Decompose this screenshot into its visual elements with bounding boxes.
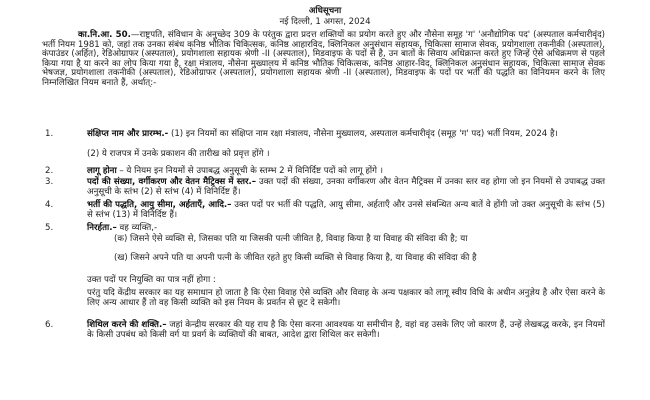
rule-heading: शिथिल करने की शक्ति.– <box>87 320 167 330</box>
rule-heading: भर्ती की पद्धति, आयु सीमा, अर्हताएँ, आदि.– <box>87 200 232 210</box>
proviso: परंतु यदि केंद्रीय सरकार का यह समाधान हो जाता है कि ऐसा विवाह ऐसे व्यक्ति और विवाह के अन्य पक्षकार को लागू स्वीय विधि के अधीन अनुज्ञेय है और ऐसा करने के लिए अन्य आधार हैं तो वह किसी व्यक्ति को इस नियम के प्रवर्तन से छूट दे सकेगी। <box>87 288 605 308</box>
preamble-text: —राष्ट्रपति, संविधान के अनुच्छेद 309 के परंतुक द्वारा प्रदत्त शक्तियों का प्रयोग करते हुए और नौसेना समूह 'ग' 'अनौद्योगिक पद' (अस्पताल कर्मचारीवृंद) भर्ती नियम 1981 को, जहां तक उनका संबंध कनिष्ठ भौतिक चिकित्सक, कनिष्ठ आहारविद, क्लिनिकल अनुसंधान सहायक, चिकित्सा सामाज सेवक, प्रयोगशाला तकनीकी (अस्पताल), कंपाउंडर (अर्हित), रेडिओग्राफर (अस्पताल), प्रयोगशाला सहायक श्रेणी -II (अस्पताल), मिडवाइफ के पदों से है, उन बातों के सिवाय अधिक्रान्त करते हुए जिन्हें ऐसे अधिक्रमण से पहले किया गया है या करने का लोप किया गया है, रक्षा मंत्रालय, नौसेना मुख्यालय में कनिष्ठ भौतिक चिकित्सक, कनिष्ठ आहार-विद, क्लिनिकल अनुसंधान सहायक, चिकित्सा सामाज सेवक भेषजज्ञ, प्रयोगशाला तकनीकी (अस्पताल), रेडिओग्राफर (अस्पताल), प्रयोगशाला सहायक श्रेणी -II (अस्पताल), मिडवाइफ के पदों पर भर्ती की पद्धति का विनियमन करने के लिए निम्नलिखित नियम बनाते हैं, अर्थात्:- <box>42 30 605 88</box>
rule-number: 1. <box>45 129 54 139</box>
rule-text: वह व्यक्ति,- <box>116 223 158 233</box>
rule-heading: संक्षिप्त नाम और प्रारम्भ.- <box>87 129 169 139</box>
rule-text: – ये नियम इन नियमों से उपाबद्ध अनुसूची के स्तम्भ 2 में विनिर्दिष्ट पदों को लागू होंगे । <box>116 166 383 176</box>
rule-text: उक्त पदों की संख्या, उनका वर्गीकरण और वेतन मैट्रिक्स में उनका स्तर वह होगा जो इन नियमों से उपाबद्ध उक्त अनुसूची के स्तंभ (2) से स्तंभ (4) में विनिर्दिष्ट हैं। <box>87 177 605 197</box>
clause-ka: (क) जिसने ऐसे व्यक्ति से, जिसका पति या जिसकी पत्नी जीवित है, विवाह किया है या विवाह की संविदा की है; या <box>114 234 468 244</box>
rule-text: उक्त पदों पर भर्ती की पद्धति, आयु सीमा, अर्हताएँ और उनसे संबन्धित अन्य बातें वे होंगी जो उक्त अनुसूची के स्तंभ (5) से स्तंभ (13) में विनिर्दिष्ट हैं। <box>87 200 605 220</box>
rule-heading: पदों की संख्या, वर्गीकरण और वेतन मैट्रिक्स में स्तर.– <box>87 177 257 187</box>
rule-subclause: (2) ये राजपत्र में उनके प्रकाशन की तारीख को प्रवृत्त होंगे । <box>87 149 270 159</box>
date-line: नई दिल्ली, 1 अगस्त, 2024 <box>279 17 371 27</box>
rule-text: जहां केन्द्रीय सरकार की यह राय है कि ऐसा करना आवश्यक या समीचीन है, वहां वह उसके लिए जो कारण हैं, उन्हें लेखबद्ध करके, इन नियमों के किसी उपबंध को किसी वर्ग या प्रवर्ग के व्यक्तियों की बाबत, आदेश द्वारा शिथिल कर सकेगी। <box>87 320 605 340</box>
rule-heading: निरर्हता.– <box>87 223 117 233</box>
rule-heading: लागू होना <box>87 166 117 176</box>
clause-kha: (ख) जिसने अपने पति या अपनी पत्नी के जीवित रहते हुए किसी व्यक्ति से विवाह किया है, या विवाह की संविदा की है <box>114 253 477 263</box>
notification-title: अधिसूचना <box>308 6 342 16</box>
rule-text: (1) इन नियमों का संक्षिप्त नाम रक्षा मंत्रालय, नौसेना मुख्यालय, अस्पताल कर्मचारीवृंद (समूह 'ग' पद) भर्ती नियम, 2024 है। <box>168 129 558 139</box>
rule-tail: उक्त पदों पर नियुक्ति का पात्र नहीं होगा : <box>87 275 216 285</box>
notification-ref: का.नि.आ. 50. <box>78 30 131 40</box>
rule-number: 4. <box>45 200 54 210</box>
rule-number: 5. <box>45 223 54 233</box>
rule-number: 3. <box>45 177 54 187</box>
rule-number: 6. <box>45 320 54 330</box>
preamble <box>42 31 605 89</box>
rule-number: 2. <box>45 166 54 176</box>
